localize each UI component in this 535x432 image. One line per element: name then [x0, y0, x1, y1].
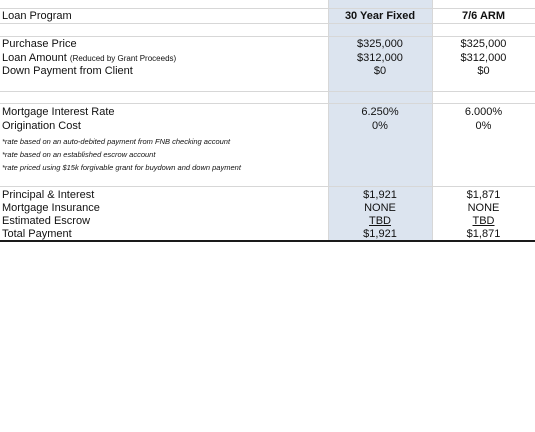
total-payment-arm: $1,871: [466, 228, 501, 240]
origination-cost-label: Origination Cost: [2, 120, 81, 132]
fixed-column-header: 30 Year Fixed: [344, 10, 416, 22]
mortgage-insurance-arm: NONE: [467, 202, 500, 214]
purchase-price-fixed: $325,000: [357, 38, 403, 50]
gridline: [0, 103, 535, 104]
loan-amount-label: Loan Amount (Reduced by Grant Proceeds): [2, 52, 177, 64]
rate-note: *rate based on an auto-debited payment from FNB checking account: [2, 137, 231, 146]
gridline: [0, 91, 535, 92]
principal-interest-fixed: $1,921: [363, 189, 397, 201]
principal-interest-arm: $1,871: [466, 189, 501, 201]
loan-amount-row: [0, 52, 535, 65]
rate-note-row: [0, 148, 535, 161]
arm-column-header: 7/6 ARM: [462, 10, 505, 22]
origination-cost-arm: 0%: [475, 120, 492, 132]
interest-rate-fixed: 6.250%: [361, 106, 399, 118]
rate-note: *rate priced using $15k forgivable grant for buydown and down payment: [2, 163, 241, 172]
gridline: [0, 36, 535, 37]
header-row: [0, 10, 535, 23]
down-payment-row: [0, 65, 535, 78]
interest-rate-label: Mortgage Interest Rate: [2, 106, 115, 118]
down-payment-label: Down Payment from Client: [2, 65, 133, 77]
principal-interest-row: [0, 189, 535, 202]
loan-program-label: Loan Program: [2, 10, 72, 22]
down-payment-fixed: $0: [373, 65, 387, 77]
purchase-price-arm: $325,000: [460, 38, 507, 50]
origination-cost-fixed: 0%: [372, 120, 388, 132]
total-bottom-border: [0, 240, 535, 242]
loan-amount-arm: $312,000: [460, 52, 507, 64]
loan-amount-fixed: $312,000: [357, 52, 403, 64]
rate-note-row: [0, 161, 535, 174]
mortgage-insurance-fixed: NONE: [364, 202, 396, 214]
gridline: [0, 186, 535, 187]
principal-interest-label: Principal & Interest: [2, 189, 95, 201]
purchase-price-row: [0, 38, 535, 51]
loan-amount-subnote: (Reduced by Grant Proceeds): [69, 54, 177, 63]
origination-cost-row: [0, 120, 535, 133]
interest-rate-arm: 6.000%: [464, 106, 503, 118]
estimated-escrow-row: [0, 215, 535, 228]
total-payment-fixed: $1,921: [363, 228, 397, 240]
estimated-escrow-label: Estimated Escrow: [2, 215, 91, 227]
down-payment-arm: $0: [477, 65, 490, 77]
rate-note-row: [0, 135, 535, 148]
total-payment-label: Total Payment: [2, 228, 72, 240]
purchase-price-label: Purchase Price: [2, 38, 77, 50]
estimated-escrow-arm: TBD: [472, 215, 495, 227]
interest-rate-row: [0, 106, 535, 119]
gridline: [0, 8, 535, 9]
estimated-escrow-fixed: TBD: [369, 215, 391, 227]
rate-note: *rate based on an established escrow account: [2, 150, 156, 159]
mortgage-insurance-row: [0, 202, 535, 215]
mortgage-insurance-label: Mortgage Insurance: [2, 202, 100, 214]
gridline: [0, 23, 535, 24]
